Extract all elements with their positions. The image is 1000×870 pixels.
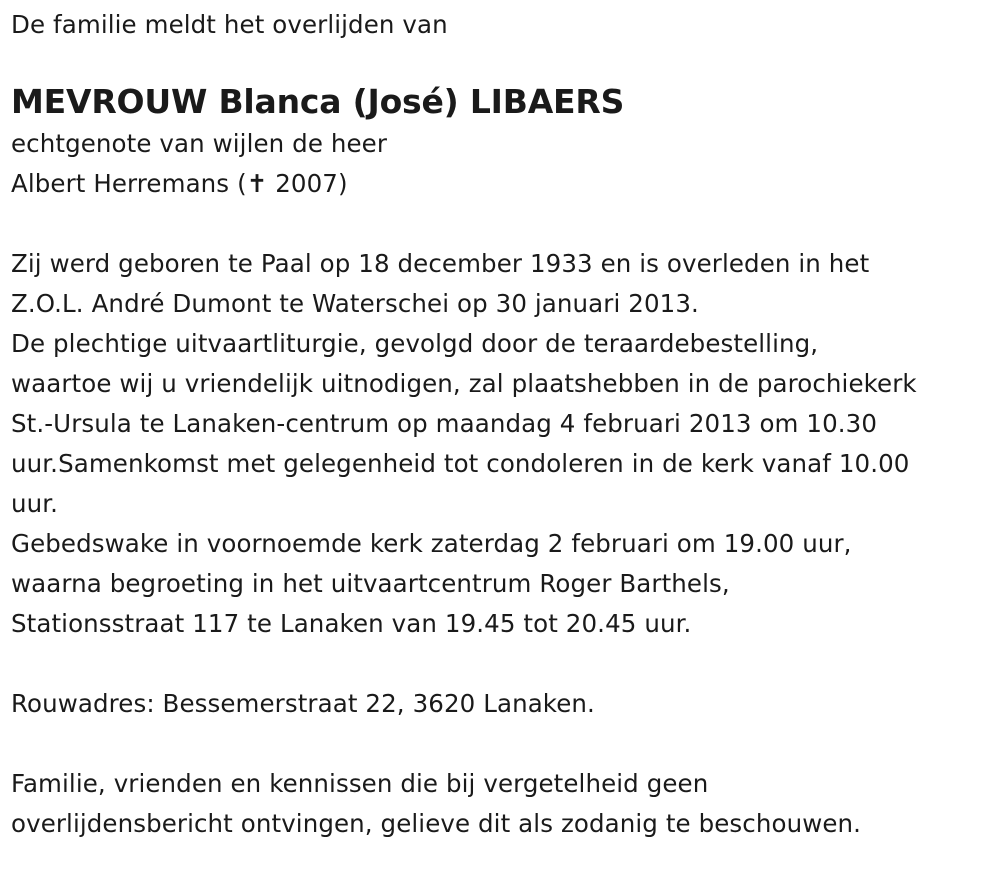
details-line: uur.Samenkomst met gelegenheid tot condoleren in de kerk vanaf 10.00 — [11, 449, 910, 478]
spacer — [11, 724, 991, 764]
obituary-notice — [11, 0, 991, 844]
spacer — [11, 204, 991, 244]
details-line: uur. — [11, 489, 59, 518]
details-line: Stationsstraat 117 te Lanaken van 19.45 tot 20.45 uur. — [11, 609, 692, 638]
details-block — [11, 244, 991, 644]
details-line: Gebedswake in voornoemde kerk zaterdag 2 februari om 19.00 uur, — [11, 529, 852, 558]
spacer — [11, 644, 991, 684]
details-line: waarna begroeting in het uitvaartcentrum Roger Barthels, — [11, 569, 730, 598]
details-line: De plechtige uitvaartliturgie, gevolgd door de teraardebestelling, — [11, 329, 819, 358]
details-line: waartoe wij u vriendelijk uitnodigen, zal plaatshebben in de parochiekerk — [11, 369, 917, 398]
mourning-address: Rouwadres: Bessemerstraat 22, 3620 Lanaken. — [11, 689, 595, 718]
deceased-name: MEVROUW Blanca (José) LIBAERS — [11, 82, 625, 121]
intro-text: De familie meldt het overlijden van — [11, 10, 448, 39]
details-line: Zij werd geboren te Paal op 18 december 1933 en is overleden in het — [11, 249, 870, 278]
spouse-line-1: echtgenote van wijlen de heer — [11, 129, 388, 158]
closing-line-2: overlijdensbericht ontvingen, gelieve dit als zodanig te beschouwen. — [11, 809, 862, 838]
details-line: St.-Ursula te Lanaken-centrum op maandag 4 februari 2013 om 10.30 — [11, 409, 878, 438]
spouse-line-2: Albert Herremans (✝ 2007) — [11, 169, 348, 198]
details-line: Z.O.L. André Dumont te Waterschei op 30 januari 2013. — [11, 289, 699, 318]
closing-line-1: Familie, vrienden en kennissen die bij vergetelheid geen — [11, 769, 709, 798]
